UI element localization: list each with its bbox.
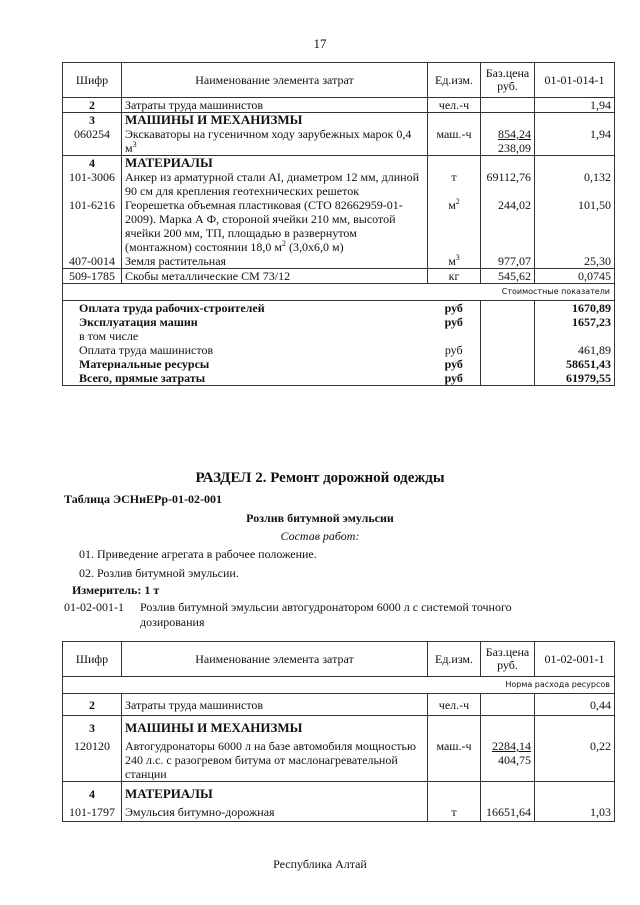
measure-unit: Измеритель: 1 т [72, 583, 160, 597]
header-unit: Ед.изм. [428, 642, 481, 677]
resource-norm-note: Норма расхода ресурсов [63, 677, 615, 694]
header-name: Наименование элемента затрат [122, 642, 428, 677]
summary-row: в том числе [63, 329, 615, 343]
table-row: 120120 Автогудронаторы 6000 л на базе автомобиля мощностью 240 л.с. с разогревом битума от маслонагревательной станции маш.-ч 2284,14 404,75 0,22 [63, 735, 615, 782]
header-code: Шифр [63, 642, 122, 677]
table-row-group-heading: 3 МАШИНЫ И МЕХАНИЗМЫ [63, 113, 615, 128]
header-norm-code: 01-02-001-1 [535, 642, 615, 677]
work-heading: Состав работ: [280, 529, 360, 543]
header-price: Баз.цена руб. [481, 63, 535, 98]
footer-region: Республика Алтай [273, 857, 367, 871]
header-price: Баз.цена руб. [481, 642, 535, 677]
table-row: 509-1785 Скобы металлические СМ 73/12 кг 545,62 0,0745 [63, 269, 615, 284]
item-code: 01-02-001-1 [64, 600, 124, 614]
table-label: Таблица ЭСНиЕРр-01-02-001 [64, 492, 223, 506]
header-name: Наименование элемента затрат [122, 63, 428, 98]
table-row-group-heading: 4 МАТЕРИАЛЫ [63, 156, 615, 171]
header-norm-code: 01-01-014-1 [535, 63, 615, 98]
resource-table-1 [62, 62, 615, 386]
header-unit: Ед.изм. [428, 63, 481, 98]
table-row: 101-3006 Анкер из арматурной стали AI, диаметром 12 мм, длиной 90 см для крепления геотехнических решеток т 69112,76 0,132 [63, 170, 615, 198]
header-code: Шифр [63, 63, 122, 98]
table-row: 2 Затраты труда машинистов чел.-ч 0,44 [63, 694, 615, 716]
table-row: 407-0014 Земля растительная $м^3$ 977,07 25,30 [63, 254, 615, 269]
item-description: Розлив битумной эмульсии автогудронатором 6000 л с системой точного [140, 600, 512, 614]
table-row: 101-1797 Эмульсия битумно-дорожная т 16651,64 1,03 [63, 801, 615, 822]
table-subtitle: Розлив битумной эмульсии [246, 511, 394, 525]
table-row: 2 Затраты труда машинистов чел.-ч 1,94 [63, 98, 615, 113]
summary-row: Эксплуатация машин руб 1657,23 [63, 315, 615, 329]
item-description-cont: дозирования [140, 615, 205, 629]
work-item: 02. Розлив битумной эмульсии. [79, 566, 239, 580]
table-row-group-heading: 3 МАШИНЫ И МЕХАНИЗМЫ [63, 716, 615, 736]
summary-row: Оплата труда машинистов руб 461,89 [63, 343, 615, 357]
work-item: 01. Приведение агрегата в рабочее положение. [79, 547, 317, 561]
resource-table-2 [62, 641, 615, 822]
table-header-row [63, 63, 615, 98]
summary-row: Материальные ресурсы руб 58651,43 [63, 357, 615, 371]
table-row: 101-6216 Георешетка объемная пластиковая (СТО 82662959-01-2009). Марка А Ф, стороной ячейки 210 мм, высотой ячейки 200 мм, ТП, площадью в развернутом (монтажном) состоянии 18,0 $м^2$ (3,0х6,0 м) $м^2$ 244,02 101,50 [63, 198, 615, 254]
page-number: 17 [313, 36, 327, 51]
section-note-row [63, 284, 615, 301]
cost-indicators-note: Стоимостные показатели [63, 284, 615, 301]
section-note-row [63, 677, 615, 694]
table-header-row [63, 642, 615, 677]
summary-row: Оплата труда рабочих-строителей руб 1670,89 [63, 301, 615, 316]
table-row: 060254 Экскаваторы на гусеничном ходу зарубежных марок 0,4 $м^3$ маш.-ч 854,24 238,09 1,94 [63, 127, 615, 156]
table-row-group-heading: 4 МАТЕРИАЛЫ [63, 782, 615, 802]
section-title: РАЗДЕЛ 2. Ремонт дорожной одежды [195, 470, 445, 486]
summary-row: Всего, прямые затраты руб 61979,55 [63, 371, 615, 386]
